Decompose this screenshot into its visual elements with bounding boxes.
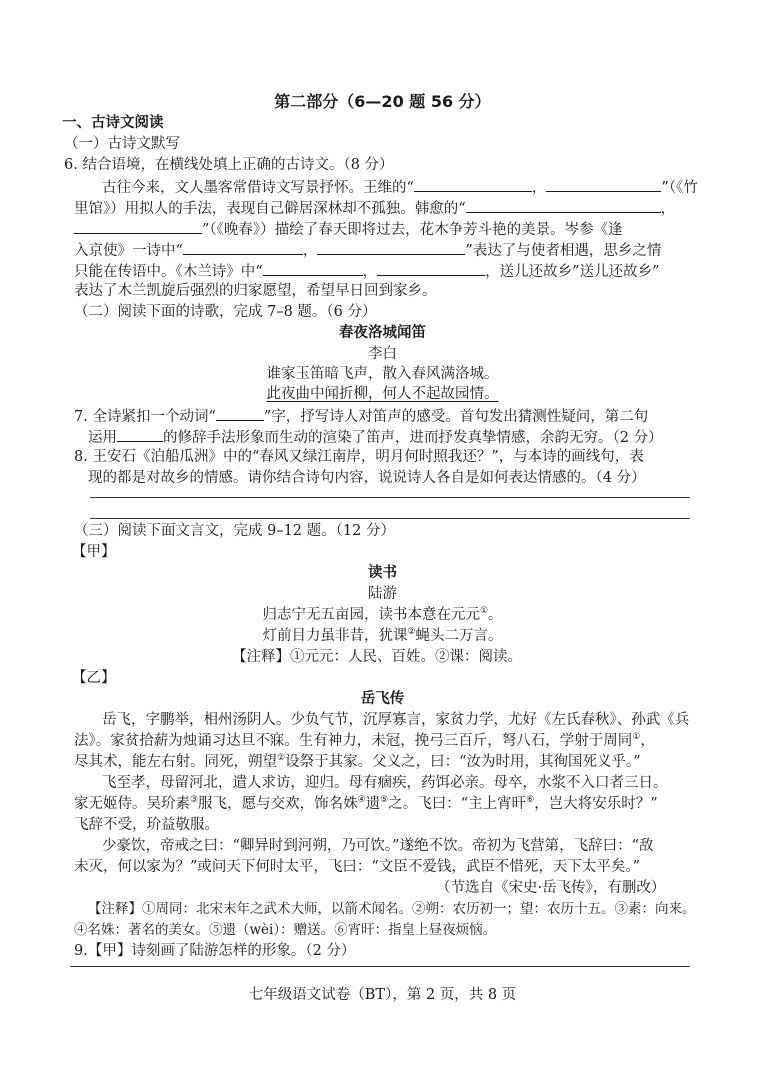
text: ，送儿还故乡”送儿还故乡” <box>485 264 660 280</box>
prose-line <box>74 752 641 772</box>
text: 运用 <box>88 430 117 446</box>
poem-title: 春夜洛城闻笛 <box>339 325 426 341</box>
text: 设祭于其家。父义之，曰：“汝为时用，其徇国死义乎。” <box>285 754 641 770</box>
poem-line <box>0 626 765 646</box>
prose-line: 少豪饮，帝戒之曰：“卿异时到河朔，乃可饮。”遂绝不饮。帝初为飞营第，飞辞曰：“敌 <box>102 838 654 854</box>
footnote-marker: ③ <box>190 795 199 806</box>
subsection-heading: （三）阅读下面文言文，完成 9–12 题。（12 分） <box>74 523 395 539</box>
underlined-text: 此夜曲中闻折柳，何人不起故园情。 <box>266 386 499 402</box>
text: ，岂大将安乐时？” <box>534 796 658 812</box>
question-9: 9.【甲】诗刻画了陆游怎样的形象。（2 分） <box>74 943 356 959</box>
poem-line: 谁家玉笛暗飞声，散入春风满洛城。 <box>266 366 499 382</box>
poem-line <box>0 605 765 625</box>
prose-line: 未灭，何以家为？”或问天下何时太平，飞曰：“文臣不爱钱，武臣不惜死，天下太平矣。” <box>74 859 640 875</box>
page-footer: 七年级语文试卷（BT），第 2 页，共 8 页 <box>248 987 517 1003</box>
text: 家无姬侍。吴玠素 <box>74 796 190 812</box>
question-6-line: 古往今来，文人墨客常借诗文写景抒怀。王维的“ ， ”（《竹 <box>102 176 698 198</box>
prose-annotation: ④名姝：著名的美女。⑤遗（wèi）：赠送。⑥宵旰：指皇上昼夜烦恼。 <box>74 922 497 938</box>
text: ”（《晚春》）描绘了春天即将过去，花木争芳斗艳的美景。岑参《逢 <box>202 222 623 238</box>
answer-blank[interactable] <box>546 176 661 192</box>
text: 。 <box>488 607 503 623</box>
answer-line[interactable] <box>90 518 690 519</box>
prose-line <box>74 731 655 751</box>
text: ， <box>302 243 318 259</box>
text: 里馆》）用拟人的手法，表现自己僻居深林却不孤独。韩愈的“ <box>74 201 466 217</box>
question-8-line: 8. 王安石《泊船瓜洲》中的“春风又绿江南岸，明月何时照我还？”，与本诗的画线句，表 <box>74 449 644 465</box>
text: 入京使》一诗中“ <box>74 243 183 259</box>
question-6-stem: 6. 结合语境，在横线处填上正确的古诗文。（8 分） <box>64 157 394 173</box>
question-6-line <box>74 260 660 282</box>
footnote-marker: ① <box>632 732 641 743</box>
text: 遗 <box>365 796 381 812</box>
answer-blank[interactable] <box>183 239 303 255</box>
text: ”表达了与使者相遇，思乡之情 <box>465 243 662 259</box>
text: 归志宁无五亩园，读书本意在元元 <box>262 607 480 623</box>
text: 尽其术，能左右射。同死，朔望 <box>74 754 277 770</box>
text-label-jia: 【甲】 <box>72 544 116 560</box>
footnote-marker: ② <box>277 753 286 764</box>
text: 蝇头二万言。 <box>415 628 503 644</box>
text: 之。飞曰：“主上宵旰 <box>388 796 527 812</box>
text: 古往今来，文人墨客常借诗文写景抒怀。王维的“ <box>102 180 414 196</box>
poem-author: 陆游 <box>368 586 397 602</box>
answer-blank[interactable] <box>216 405 264 421</box>
footnote-marker: ④ <box>357 795 366 806</box>
text: 法》。家贫拾薪为烛诵习达旦不寐。生有神力，未冠，挽弓三百斤，弩八石，学射于周同 <box>74 733 633 749</box>
prose-title: 岳飞传 <box>360 691 405 707</box>
section-heading: 一、古诗文阅读 <box>62 115 164 131</box>
text: 只能在传语中。《木兰诗》中“ <box>74 264 263 280</box>
text: 灯前目力虽非昔，犹课 <box>262 628 408 644</box>
question-6-line <box>74 218 623 240</box>
text: 服飞，愿与交欢，饰名姝 <box>198 796 358 812</box>
text: ， <box>362 264 378 280</box>
text-label-yi: 【乙】 <box>72 670 116 686</box>
prose-line: 飞辞不受，玠益敬服。 <box>74 817 219 833</box>
question-6-line: 表达了木兰凯旋后强烈的归家愿望，希望早日回到家乡。 <box>74 283 437 299</box>
answer-line[interactable] <box>90 497 690 498</box>
text: ， <box>640 733 655 749</box>
footnote-marker: ⑥ <box>526 795 535 806</box>
poem-title: 读书 <box>368 565 397 581</box>
question-7-line <box>74 405 648 427</box>
answer-blank[interactable] <box>117 426 163 442</box>
prose-annotation: 【注释】①周同：北宋末年之武术大师，以箭术闻名。②朔：农历初一；望：农历十五。③素：向来。 <box>88 901 696 917</box>
prose-source: （节选自《宋史·岳飞传》，有删改） <box>436 880 666 896</box>
prose-line <box>74 794 658 814</box>
footer-divider <box>70 966 690 967</box>
answer-blank[interactable] <box>317 239 465 255</box>
answer-blank[interactable] <box>263 260 363 276</box>
answer-blank[interactable] <box>414 176 532 192</box>
text: ”字，抒写诗人对笛声的感受。首句发出猜测性疑问，第二句 <box>263 409 649 425</box>
question-8-line: 现的都是对故乡的情感。请你结合诗句内容，说说诗人各自是如何表达情感的。（4 分） <box>88 470 646 486</box>
poem-author: 李白 <box>368 346 397 362</box>
poem-annotation: 【注释】①元元：人民、百姓。②课：阅读。 <box>232 649 522 665</box>
question-6-line <box>74 239 661 261</box>
footnote-marker: ② <box>407 627 416 638</box>
question-7-line <box>88 426 663 448</box>
prose-line: 岳飞，字鹏举，相州汤阴人。少负气节，沉厚寡言，家贫力学，尤好《左氏春秋》、孙武《兵 <box>102 712 690 728</box>
question-6-line <box>74 197 675 219</box>
footnote-marker: ① <box>479 606 489 617</box>
footnote-marker: ⑤ <box>380 795 389 806</box>
text: 7. 全诗紧扣一个动词“ <box>74 409 216 425</box>
text: ， <box>660 201 676 217</box>
answer-blank[interactable] <box>377 260 485 276</box>
prose-line: 飞至孝，母留河北，遣人求访，迎归。母有痼疾，药饵必亲。母卒，水浆不入口者三日。 <box>102 775 668 791</box>
poem-line-underlined <box>0 384 765 404</box>
subsection-heading: （二）阅读下面的诗歌，完成 7–8 题。（6 分） <box>74 304 377 320</box>
answer-blank[interactable] <box>74 218 202 234</box>
answer-blank[interactable] <box>466 197 661 213</box>
part-title: 第二部分（6—20 题 56 分） <box>274 92 491 111</box>
text: 的修辞手法形象而生动的渲染了笛声，进而抒发真挚情感，余韵无穷。（2 分） <box>163 430 663 446</box>
text: ”（《竹 <box>661 180 698 196</box>
subsection-heading: （一）古诗文默写 <box>64 136 180 152</box>
